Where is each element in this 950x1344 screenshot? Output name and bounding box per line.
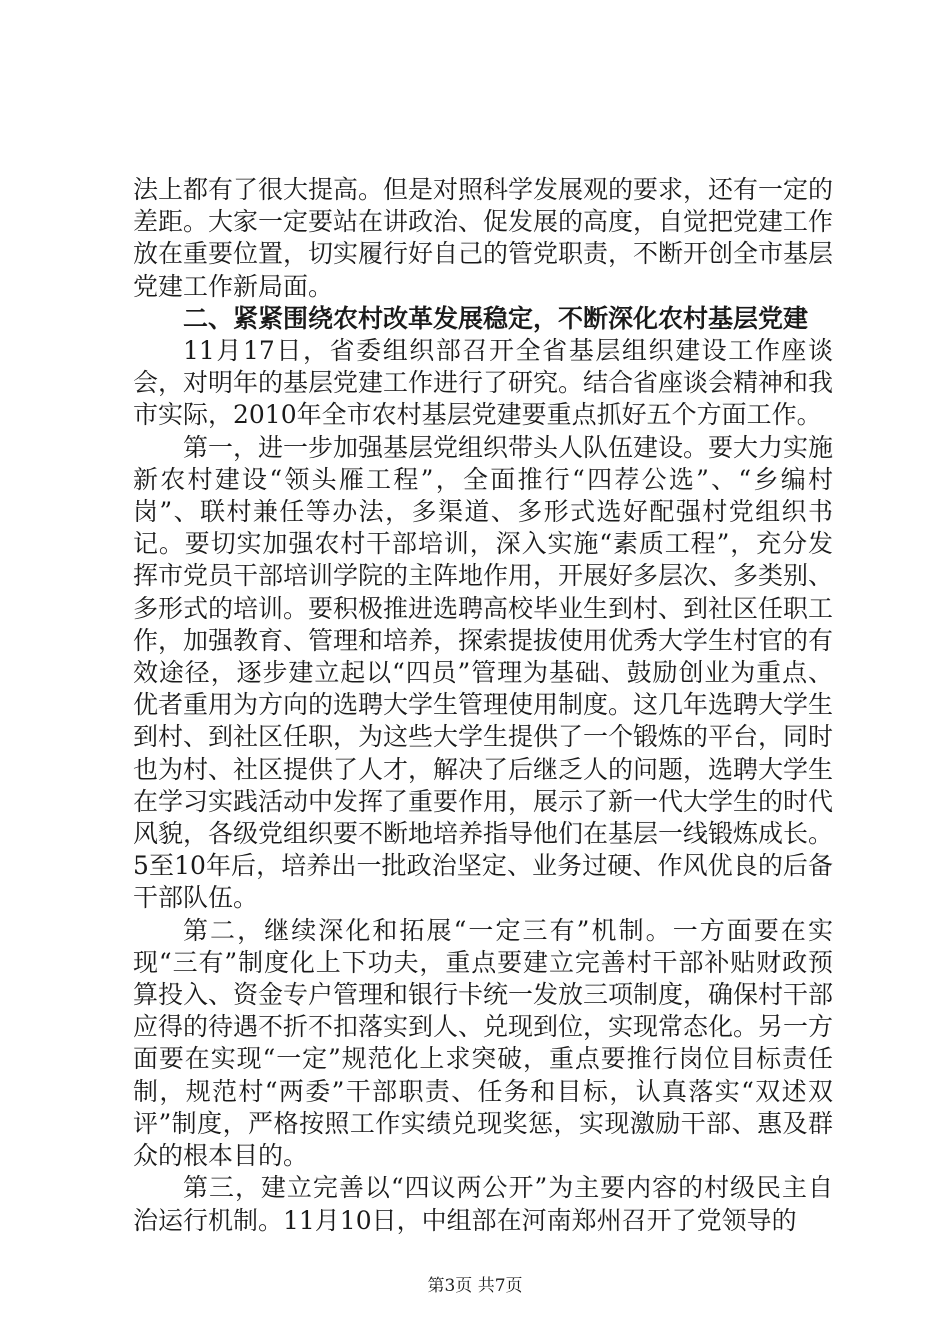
page-footer bbox=[0, 1271, 950, 1296]
paragraph-point-two: 第二，继续深化和拓展“一定三有”机制。一方面要在实现“三有”制度化上下功夫，重点要建立完善村干部补贴财政预算投入、资金专户管理和银行卡统一发放三项制度，确保村干部应得的待遇不折不扣落实到人、兑现到位，实现常态化。另一方面要在实现“一定”规范化上求突破，重点要推行岗位目标责任制，规范村“两委”干部职责、任务和目标，认真落实“双述双评”制度，严格按照工作实绩兑现奖惩，实现激励干部、惠及群众的根本目的。 bbox=[133, 915, 834, 1171]
paragraph-continuation: 法上都有了很大提高。但是对照科学发展观的要求，还有一定的差距。大家一定要站在讲政治、促发展的高度，自觉把党建工作放在重要位置，切实履行好自己的管党职责，不断开创全市基层党建工作新局面。 bbox=[133, 175, 834, 301]
paragraph-intro: 11月17日，省委组织部召开全省基层组织建设工作座谈会，对明年的基层党建工作进行了研究。结合省座谈会精神和我市实际，2010年全市农村基层党建要重点抓好五个方面工作。 bbox=[133, 336, 834, 430]
paragraph-point-one: 第一，进一步加强基层党组织带头人队伍建设。要大力实施新农村建设“领头雁工程”，全面推行“四荐公选”、“乡编村岗”、联村兼任等办法，多渠道、多形式选好配强村党组织书记。要切实加强农村干部培训，深入实施“素质工程”，充分发挥市党员干部培训学院的主阵地作用，开展好多层次、多类别、多形式的培训。要积极推进选聘高校毕业生到村、到社区任职工作，加强教育、管理和培养，探索提拔使用优秀大学生村官的有效途径，逐步建立起以“四员”管理为基础、鼓励创业为重点、优者重用为方向的选聘大学生管理使用制度。这几年选聘大学生到村、到社区任职，为这些大学生提供了一个锻炼的平台，同时也为村、社区提供了人才，解决了后继乏人的问题，选聘大学生在学习实践活动中发挥了重要作用，展示了新一代大学生的时代风貌，各级党组织要不断地培养指导他们在基层一线锻炼成长。5至10年后，培养出一批政治坚定、业务过硬、作风优良的后备干部队伍。 bbox=[133, 432, 834, 913]
paragraph-point-three: 第三，建立完善以“四议两公开”为主要内容的村级民主自治运行机制。11月10日，中组部在河南郑州召开了党领导的 bbox=[133, 1173, 833, 1235]
section-heading: 二、紧紧围绕农村改革发展稳定，不断深化农村基层党建 bbox=[183, 303, 809, 333]
document-body bbox=[133, 174, 833, 1237]
page-number-label: 第3页 共7页 bbox=[427, 1276, 523, 1296]
